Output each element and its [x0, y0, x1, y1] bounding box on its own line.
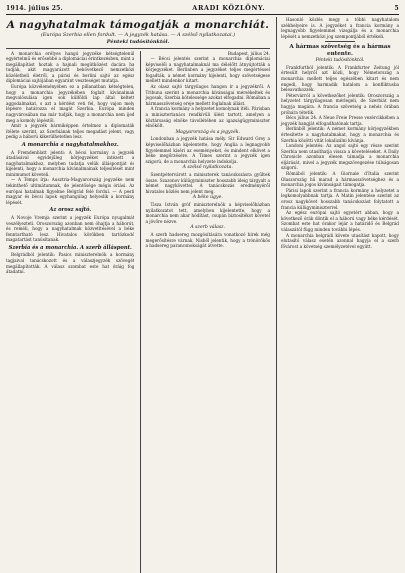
section-title: Az orosz sajtó.	[6, 207, 134, 214]
paragraph: Szentpétervárott a miniszterek tanácskozásra gyűltek össze. Szazonov külügyminiszter hosszabb ideig tárgyalt a német nagykövettel. A tanácskozás eredményéről hivatalos közlés nem jelent meg.	[145, 172, 270, 194]
paragraph: Európa közvéleményében ez a pillanatban kétségtelen, hogy a monarchia jegyzékében foglalt kívánalmak megvalósulása igen sok külföldi lap által keltett aggodalmakat, s azt a kérdést veti fel, hogy vajon mely lépésre határozza el magát Szerbia. Európa minden nagyvárosában ma már tudják, hogy a monarchia nem ijed meg a komoly lépéstől.	[6, 84, 134, 123]
section-byline: Pénteki tudósítónktól.	[281, 58, 399, 63]
paragraph: Pétervárról a következőket jelentik: Oroszország a helyzetet tárgyilagosan mérlegeli, de Szerbiát nem hagyja magára. A francia szövetség a nehéz órában próbára tétetik.	[281, 93, 399, 115]
paragraph: Tisza István gróf miniszterelnök a képviselőházban nyilatkozatot tett, amelyben kijelentette, hogy a monarchia nem akar hódítást, csupán biztosítékot követel a jövőre nézve.	[145, 202, 270, 224]
section-title: A hármas szövetség és a hármas entente.	[281, 44, 399, 58]
column-1	[6, 51, 134, 573]
paragraph: Belgrádból jelentik: Pasics miniszterelnök a kormány tagjaival tanácskozott és a válaszjegyzék szövegét megállapították. A válasz szombat este hat óráig fog átadatni.	[6, 252, 134, 274]
article-columns	[6, 51, 270, 573]
issue-date: 1914. július 25.	[6, 5, 63, 12]
paragraph: Hasonló közlés megy a többi nagyhatalom székhelyeire is. A jegyzéket a francia kormány a legnagyobb figyelemmel vizsgálja és a monarchia lépését a nemzetközi jog szempontjából értékeli.	[281, 17, 399, 39]
paragraph: A francia kormány a helyzetet komolynak ítéli. Párisban a minisztertanács rendkívüli ülést tartott, amelyen a köztársaság elnöke távollétében az igazságügyminiszter elnökölt.	[145, 106, 270, 128]
paragraph: Az egész európai sajtó egyetért abban, hogy a következő órák döntik el a háború vagy béke kérdését. Szombat este hat órakor lejár a határidő és Belgrád válaszától függ minden további lépés.	[281, 210, 399, 232]
page-number: 5	[395, 5, 399, 12]
dateline: Budapest, július 24.	[145, 51, 270, 57]
paragraph: A Fremdenblatt jelenti: A bécsi kormány a jegyzék átadásával egyidejűleg körjegyzéket intézett a nagyhatalmakhoz, melyben tudatja velük álláspontját és kijelenti, hogy a monarchia kívánalmainak teljesítését mint minimumot követeli.	[6, 150, 134, 178]
paragraph: Londoni jelentés: Az angol sajtó egy része szerint Szerbia nem utasíthatja vissza a követeléseket. A Daily Chronicle azonban élesen támadja a monarchia eljárását, mivel a jegyzék megszövegezése túlságosan szigorú.	[281, 143, 399, 171]
article-headline: A nagyhatalmak támogatják a monarchiát.	[6, 19, 270, 31]
center-heading: A szélső nyilatkozata.	[145, 165, 270, 171]
divider	[6, 48, 270, 49]
masthead	[6, 4, 399, 15]
article-subhead: (Európa Szerbia ellen fordult. — A jegyzék hatása. — A szélső nyilatkozatai.)	[6, 32, 270, 39]
column-2	[140, 51, 270, 573]
paragraph: Az olasz sajtó tárgyilagos hangon ír a jegyzékről. A Tribuna szerint a monarchia kívánságai mérsékeltek és jogosak, Szerbia kötelessége azokat elfogadni. Rómában a hármasszövetség ereje mellett foglalnak állást.	[145, 84, 270, 106]
article-byline: Pénteki tudósítónktól.	[6, 39, 270, 45]
paragraph: Berlinből jelentik: A német kormány körjegyzékben értesítette a nagyhatalmakat, hogy a monarchia és Szerbia közötti vitát lokalizálni kívánja.	[281, 126, 399, 143]
paragraph: — A Temps írja: Ausztria-Magyarország jegyzéke nem tekinthető ultimátumnak, de jelentősége mégis óriási. Az európai hatalmak figyelme Belgrád felé fordul. — A pesti magyar és bécsi lapok egyhangúlag helyeslik a kormány lépését.	[6, 177, 134, 205]
paragraph: A Novoje Vremja szerint a jegyzék Európa nyugalmát veszélyezteti. Oroszország azonban nem óhajtja a háborút, és reméli, hogy a nagyhatalmak közvetítésével a béke fenntartható lesz. Hivatalos körökben tartózkodó magatartást tanúsítanak.	[6, 215, 134, 243]
center-heading: Magyarország és a jegyzék.	[145, 130, 270, 136]
paragraph: A szerb hadsereg mozgósítására vonatkozó hírek még megerősítésre várnak. Nisből jelentik, hogy a trónörökös a hadsereg parancsnokságát átvette.	[145, 232, 270, 249]
paragraph: Frankfurtból jelentik: A Frankfurter Zeitung jól értesült helyről azt közli, hogy Németország a monarchia mellett teljes egészében kitart és nem engedi, hogy harmadik hatalom a konfliktusba beleavatkozzék.	[281, 65, 399, 93]
center-heading: A szerb válasz.	[145, 225, 270, 231]
paragraph: Amit a jegyzék bármiképpen értelmez a diplomaták ítélete szerint, az Szerbiának teljes megadást jelent, vagy pedig a háború kikerülhetetlen lesz.	[6, 123, 134, 140]
paragraph: Párisi lapok szerint a francia kormány a helyzetet a legkomolyabbnak tartja. A Matin jelentése szerint az orosz nagykövet hosszabb tanácskozást folytatott a francia külügyminiszterrel.	[281, 188, 399, 210]
paragraph: A monarchia belgrádi követe utasítást kapott, hogy elutasító válasz esetén azonnal hagyja el a szerb fővárost a követség személyzetével együtt.	[281, 233, 399, 250]
paragraph: Bécs július 24. A Neue Freie Presse vezércikkében a jegyzék hangját elfogadhatónak tartja.	[281, 115, 399, 126]
paragraph: Londonban a jegyzék hatása mély. Sir Edward Grey a képviselőházban kijelentette, hogy Anglia a legnagyobb figyelemmel kíséri az eseményeket, és mindent elkövet a béke megőrzésére. A Times szerint a jegyzék igen szigorú, de a monarchia helyzete indokolja.	[145, 136, 270, 164]
paper-name: ARADI KÖZLÖNY.	[192, 4, 265, 12]
paragraph: A monarchia erélyes hangú jegyzéke kétségtelenül egyértelmű és erősebbé a diplomáciai érintkezésben, mint a megállapítást hoztak a hajnali megütközést dacára ha tudják, akit magyarázott bekövetkező nemzetközi közéletbeli életről, a párisi és berlini sajtó az egész diplomáciai sajtójában egyaránt veszteséget mutatja.	[6, 51, 134, 85]
right-column	[276, 17, 399, 573]
center-heading: A béke ügye.	[145, 195, 270, 201]
section-title: Szerbia és a monarchia. A szerb álláspont.	[6, 245, 134, 252]
main-article	[6, 17, 270, 573]
paragraph: — Bécsi jelentés szerint a monarchia diplomáciai képviselői a nagyhatalmaknál ma délelőtt átnyújtották a körjegyzéket. Berlinben a jegyzéket teljes megértéssel fogadták, a német kormány kijelenti, hogy szövetségese mellett mindenkor kitart.	[145, 56, 270, 84]
page-layout	[6, 17, 399, 573]
section-title: A monarchia a nagyhatalmakhoz.	[6, 142, 134, 149]
divider	[325, 41, 355, 42]
paragraph: Rómából jelentik: A Giornale d'Italia szerint Olaszország hű marad a hármasszövetséghez és a monarchia jogos kívánságait támogatja.	[281, 171, 399, 188]
